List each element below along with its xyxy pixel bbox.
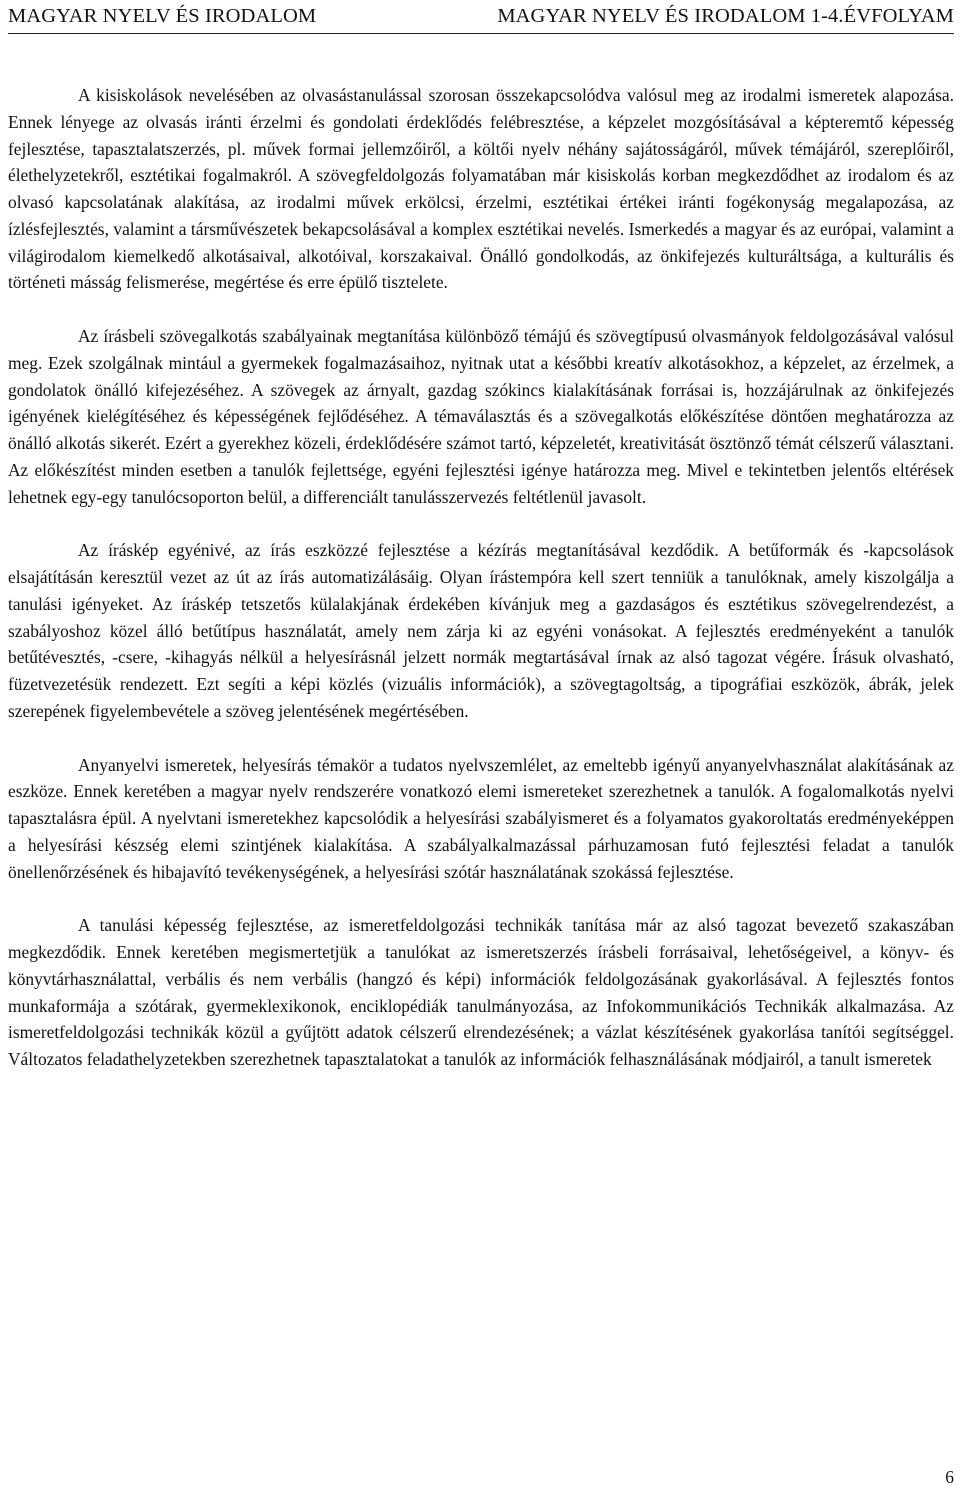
page-number: 6 xyxy=(945,1467,954,1487)
header-divider xyxy=(8,33,954,34)
header-left-title: MAGYAR NYELV ÉS IRODALOM xyxy=(8,5,317,27)
paragraph-handwriting: Az íráskép egyénivé, az írás eszközzé fejlesztése a kézírás megtanításával kezdődik. A betűformák és -kapcsolások elsajátításán keresztül vezet az út az írás automatizálásáig. Olyan írástempóra kell szert tenniük a tanulóknak, amely kiszolgálja a tanulási igényeket. Az íráskép tetszetős külalakjának érdekében kívánjuk meg a gazdaságos és esztétikus szövegelrendezést, a szabályoshoz közel álló betűtípus használatát, amely nem zárja ki az egyéni vonásokat. A fejlesztés eredményeként a tanulók betűtévesztés, -csere, -kihagyás nélkül a helyesírásnál jelzett normák megtartásával írnak az alsó tagozat végére. Írásuk olvasható, füzetvezetésük rendezett. Ezt segíti a képi közlés (vizuális információk), a szövegtagoltság, a tipográfiai eszközök, ábrák, jelek szerepének figyelembevétele a szöveg jelentésének megértésében. xyxy=(8,540,954,721)
paragraph-written-composition: Az írásbeli szövegalkotás szabályainak megtanítása különböző témájú és szövegtípusú olvasmányok feldolgozásával valósul meg. Ezek szolgálnak mintául a gyermekek fogalmazásaihoz, nyitnak utat a későbbi kreatív alkotásokhoz, a képzelet, az érzelmek, a gondolatok önálló kifejezéséhez. A szövegek az árnyalt, gazdag szókincs kialakításának forrásai is, hozzájárulnak az önkifejezés igényének kielégítéséhez és képességének fejlődéséhez. A témaválasztás és a szövegalkotás előkészítése döntően meghatározza az önálló alkotás sikerét. Ezért a gyerekhez közeli, érdeklődésére számot tartó, képzeletét, kreativitását ösztönző témát célszerű választani. Az előkészítést minden esetben a tanulók fejlettsége, egyéni fejlesztési igénye határozza meg. Mivel e tekintetben jelentős eltérések lehetnek egy-egy tanulócsoporton belül, a differenciált tanulásszervezés feltétlenül javasolt. xyxy=(8,326,954,507)
running-header xyxy=(8,3,954,35)
paragraph-grammar-spelling: Anyanyelvi ismeretek, helyesírás témakör a tudatos nyelvszemlélet, az emeltebb igényű anyanyelvhasználat alakításának az eszköze. Ennek keretében a magyar nyelv rendszerére vonatkozó elemi ismereteket szerezhetnek a tanulók. A fogalomalkotás nyelvi tapasztalásra épül. A nyelvtani ismeretekhez kapcsolódik a helyesírási szabályismeret és a folyamatos gyakoroltatás eredményeképpen a helyesírási készség elemi szintjének kialakítása. A szabályalkalmazással párhuzamosan futó fejlesztési feladat a tanulók önellenőrzésének és hibajavító tevékenységének, a helyesírási szótár használatának szokássá fejlesztése. xyxy=(8,754,954,882)
document-body xyxy=(8,82,954,1100)
paragraph-literary-education: A kisiskolások nevelésében az olvasástanulással szorosan összekapcsolódva valósul meg az irodalmi ismeretek alapozása. Ennek lényege az olvasás iránti érzelmi és gondolati érdeklődés felébresztése, a képzelet mozgósításával a képteremtő képesség fejlesztése, tapasztalatszerzés, pl. művek formai jellemzőiről, a költői nyelv néhány sajátosságáról, művek témájáról, szereplőiről, élethelyzetekről, esztétikai fogalmakról. A szövegfeldolgozás folyamatában már kisiskolás korban megkezdődhet az irodalom és az olvasó kapcsolatának alakítása, az irodalmi művek erkölcsi, érzelmi, esztétikai értékei iránti fogékonyság megalapozása, az ízlésfejlesztés, valamint a társművészetek bekapcsolásával a komplex esztétikai nevelés. Ismerkedés a magyar és az európai, valamint a világirodalom kiemelkedő alkotásaival, alkotóival, korszakaival. Önálló gondolkodás, az önkifejezés kulturáltsága, a kulturális és történeti másság felismerése, megértése és erre épülő tisztelete. xyxy=(8,85,954,293)
paragraph-learning-skills: A tanulási képesség fejlesztése, az ismeretfeldolgozási technikák tanítása már az alsó tagozat bevezető szakaszában megkezdődik. Ennek keretében megismertetjük a tanulókat az ismeretszerzés írásbeli forrásaival, lehetőségeivel, a könyv- és könyvtárhasználattal, verbális és nem verbális (hangzó és képi) információk feldolgozásának gyakorlásával. A fejlesztés fontos munkaformája a szótárak, gyermeklexikonok, enciklopédiák tanulmányozása, az Infokommunikációs Technikák alkalmazása. Az ismeretfeldolgozási technikák közül a gyűjtött adatok célszerű elrendezésének; a vázlat készítésének gyakorlása tanítói segítséggel. Változatos feladathelyzetekben szerezhetnek tapasztalatokat a tanulók az információk felhasználásának módjairól, a tanult ismeretek xyxy=(8,915,954,1069)
header-right-title: MAGYAR NYELV ÉS IRODALOM 1-4.ÉVFOLYAM xyxy=(497,5,954,27)
